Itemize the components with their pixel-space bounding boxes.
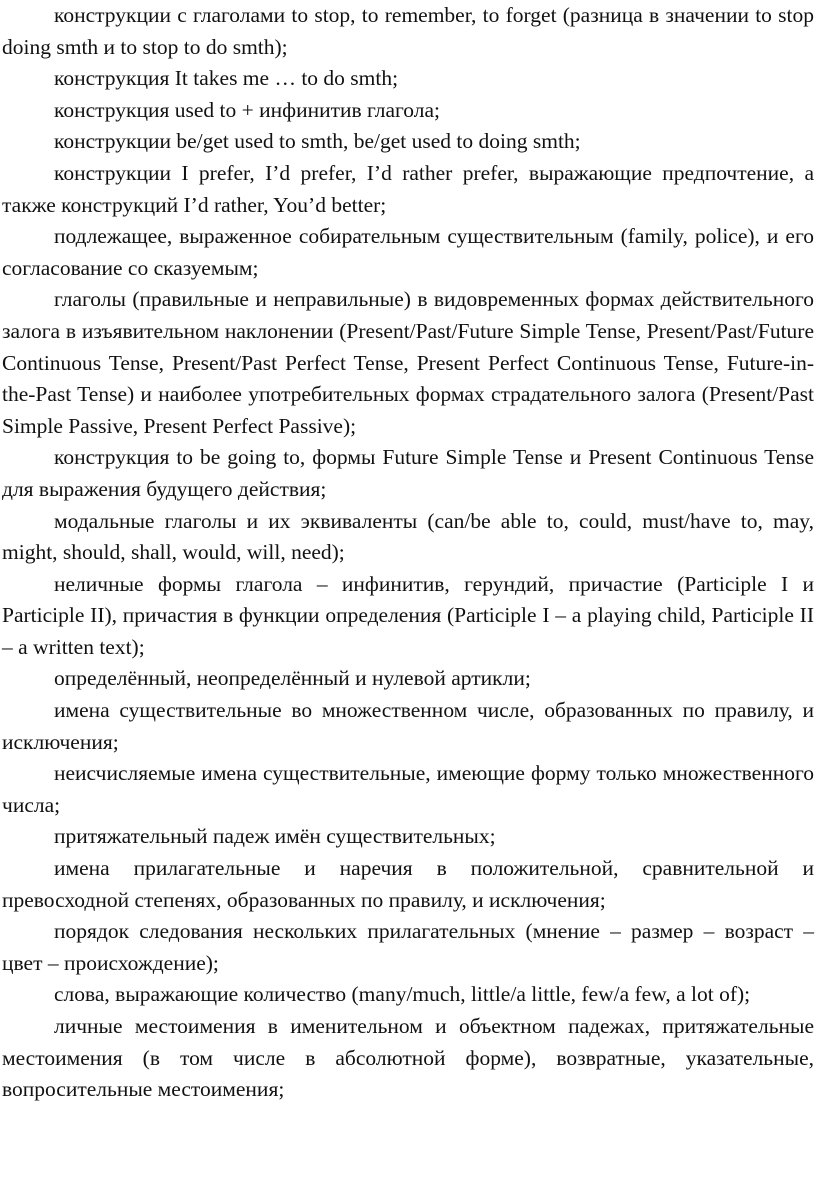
paragraph-non-finite-forms: неличные формы глагола – инфинитив, герундий, причастие (Participle I и Participle II), причастия в функции определения (Participle I – a playing child, Participle II – a written text); [2,571,814,659]
paragraph-verb-tenses: глаголы (правильные и неправильные) в видовременных формах действительного залога в изъявительном наклонении (Present/Past/Future Simple Tense, Present/Past/Future Continuous Tense, Present/Past Perfect Tense, Present Perfect Continuous Tense, Future-in-the-Past Tense) и наиболее употребительных формах страдательного залога (Present/Past Simple Passive, Present Perfect Passive); [2,287,814,438]
paragraph-plural-nouns: имена существительные во множественном числе, образованных по правилу, и исключения; [2,698,814,754]
paragraph-pronouns: личные местоимения в именительном и объектном падежах, притяжательные местоимения (в том числе в абсолютной форме), возвратные, указательные, вопросительные местоимения; [2,1014,814,1102]
paragraph-degrees-of-comparison: имена прилагательные и наречия в положительной, сравнительной и превосходной степенях, образованных по правилу, и исключения; [2,856,814,912]
paragraph-quantifiers: слова, выражающие количество (many/much, little/a little, few/a few, a lot of); [54,982,751,1007]
paragraph-stop-remember-forget: конструкции с глаголами to stop, to remember, to forget (разница в значении to stop doing smth и to stop to do smth); [2,3,814,59]
paragraph-going-to: конструкция to be going to, формы Future Simple Tense и Present Continuous Tense для выражения будущего действия; [2,445,814,501]
paragraph-used-to: конструкция used to + инфинитив глагола; [54,97,441,122]
paragraph-modal-verbs: модальные глаголы и их эквиваленты (can/be able to, could, must/have to, may, might, should, shall, would, will, need); [2,508,814,565]
paragraph-adjective-order: порядок следования нескольких прилагательных (мнение – размер – возраст – цвет – происхождение); [2,919,814,975]
paragraph-be-get-used-to: конструкции be/get used to smth, be/get used to doing smth; [54,129,581,154]
paragraph-articles: определённый, неопределённый и нулевой артикли; [54,666,531,691]
paragraph-collective-noun: подлежащее, выраженное собирательным существительным (family, police), и его согласование со сказуемым; [2,224,814,280]
paragraph-uncountable-nouns: неисчисляемые имена существительные, имеющие форму только множественного числа; [2,761,814,817]
paragraph-it-takes-me: конструкция It takes me … to do smth; [54,66,399,91]
paragraph-prefer: конструкции I prefer, I’d prefer, I’d rather prefer, выражающие предпочтение, а также конструкций I’d rather, You’d better; [2,160,814,217]
paragraph-possessive-case: притяжательный падеж имён существительных; [54,824,496,849]
